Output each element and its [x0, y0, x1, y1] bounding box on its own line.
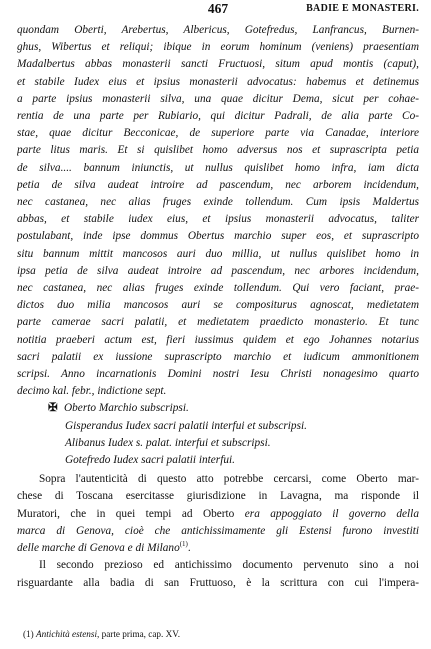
commentary-paragraph-1 [17, 471, 419, 557]
signature-block [17, 400, 419, 469]
charter-line: ipsa petia de silva audeat introire ad pascendum, nec arbores incidendum, [17, 264, 419, 277]
charter-line: petia de silva audeat introire ad pascendum, nec arborem incidendum, [17, 178, 419, 191]
charter-line: Madalbertus abbas monasterii sancti Fructuosi, situm apud montis (caput), [17, 58, 419, 71]
commentary-line [17, 506, 419, 523]
charter-line: sacri palatii ex iussione suprascripto marchio et iudicum ammonitionem [17, 350, 419, 363]
charter-line: notitia praeberi actum est, fieri iussimus quidem et ego Johannes notarius [17, 333, 419, 346]
footnote [23, 628, 419, 640]
charter-line: et stabile Iudex eius et ipsius monasterii advocatus: habemus et detinemus [17, 75, 419, 88]
charter-line: scripsi. Anno incarnationis Domini nostri Iesu Christi nonagesimo quarto [17, 368, 419, 381]
commentary-paragraph-2 [17, 557, 419, 591]
running-head: BADIE E MONASTERI. [306, 3, 419, 14]
commentary-line: Il secondo prezioso ed antichissimo documento pervenuto sino a noi [39, 559, 419, 572]
charter-line: de silva.... bannum iniunctis, ut nullus quislibet homo infra, iam dicta [17, 161, 419, 174]
body-text [17, 22, 419, 592]
charter-line: dictos duo milia mancosos auri se compositurus agnoscat, medietatem [17, 299, 419, 312]
commentary-text: Muratori, che in quei tempi ad Oberto [17, 507, 245, 520]
latin-charter-text [17, 22, 419, 400]
footnote-marker: (1) [23, 629, 34, 639]
page-header [17, 1, 419, 17]
charter-line: quondam Oberti, Arebertus, Albericus, Gotefredus, Lanfrancus, Burnen- [17, 24, 419, 36]
commentary-italic: delle marche di Genova e di Milano [17, 542, 180, 555]
footnote-title: Antichità estensi [36, 629, 97, 639]
charter-line: nec castanea, nec alias fruges exinde tollendum. Qui vero faciant, prae- [17, 282, 419, 295]
charter-line: nec castanea, nec alias fruges exinde tollendum. Cum ipsis Maldertus [17, 196, 419, 209]
charter-line: abbas, et stabile iudex eius, et ipsius monasterii advocatus, taliter [17, 213, 419, 226]
charter-line: stae, quae dicitur Becconicae, de superiore parte via Canadae, interiore [17, 127, 419, 140]
charter-line: situ bannum mittit mancosos auri duo millia, ut nullus quislibet homo in [17, 247, 419, 260]
footnote-rest: , parte prima, cap. XV. [97, 629, 180, 639]
charter-line: parte litus maris. Et si quislibet homo adversus nos et suprascripta petia [17, 144, 419, 157]
commentary-line: chese di Toscana esercitasse giurisdizione in Lavagna, ma risponde il [17, 490, 419, 503]
charter-line: postulabant, inde ipse dommus Obertus marchio super eos, et suprascripto [17, 230, 419, 243]
charter-line-last: decimo kal. febr., indictione sept. [17, 385, 167, 398]
charter-line: ghus, Wibertus et reliqui; ibique in eorum hominum (veniens) praesentiam [17, 41, 419, 54]
cross-icon: ✠ [48, 402, 58, 415]
signature-line: Gisperandus Iudex sacri palatii interfui et subscripsi. [65, 419, 307, 432]
charter-line: parte camerae sacri palatii, et medietatem praedicto monasterio. Et tunc [17, 316, 419, 329]
commentary-line-last [17, 540, 419, 557]
commentary-line: risguardante alla badia di san Fruttuoso, è la scrittura con cui l'impera- [17, 576, 419, 589]
commentary-text: . [187, 542, 191, 555]
commentary-line: marca di Genova, cioè che antichissimamente gli Estensi furono investiti [17, 524, 419, 537]
charter-line: rentia de una parte per Rubiario, qui dicitur Padrali, de alia parte Co- [17, 110, 419, 123]
commentary-line: Sopra l'autenticità di questo atto potrebbe cercarsi, come Oberto mar- [39, 473, 419, 486]
signature-line: Alibanus Iudex s. palat. interfui et subscripsi. [65, 436, 271, 449]
signature-line: Gotefredo Iudex sacri palatii interfui. [65, 454, 235, 467]
signature-line [17, 400, 419, 417]
commentary-italic: era appoggiato il governo della [244, 507, 419, 520]
footnote-reference[interactable]: (1) [179, 540, 188, 549]
page-number: 467 [207, 1, 229, 16]
signature-text: Oberto Marchio subscripsi. [64, 402, 189, 415]
charter-line: a parte ipsius monasterii silva, una quae dicitur Dema, sicut per cohae- [17, 92, 419, 105]
